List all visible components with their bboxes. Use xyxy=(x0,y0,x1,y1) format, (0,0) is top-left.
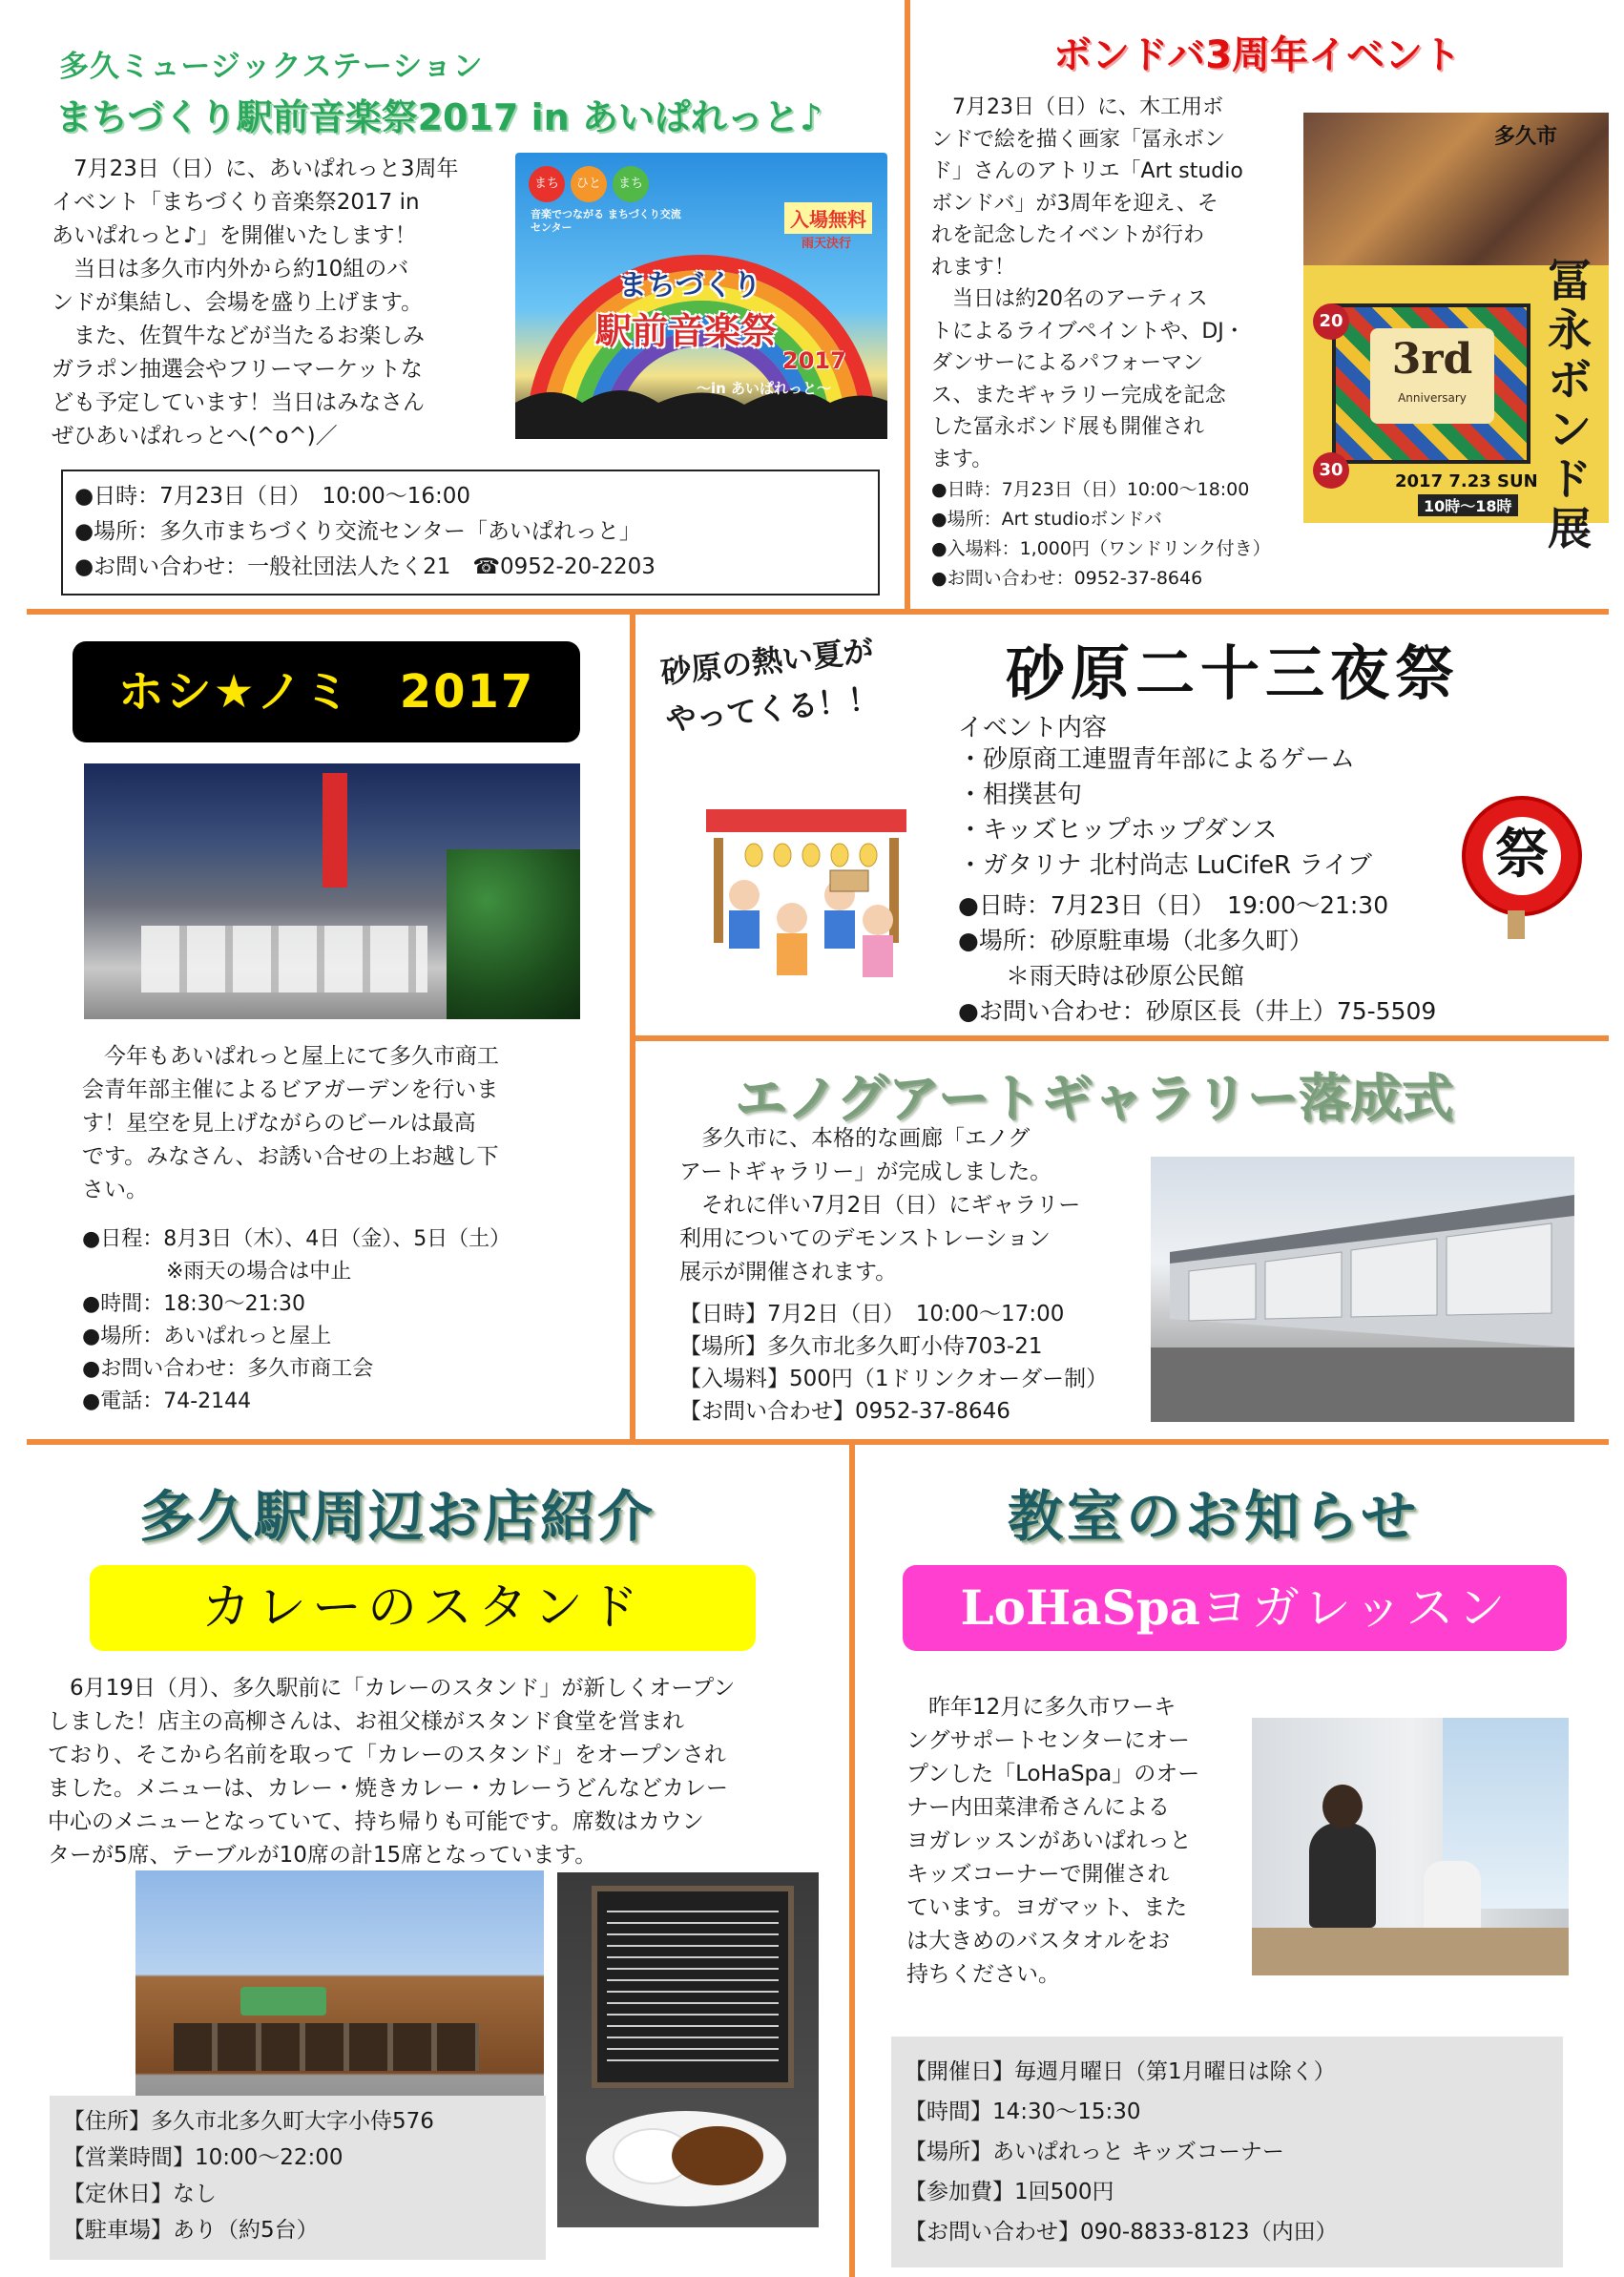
class-name-a: LoHaSpa xyxy=(960,1579,1201,1636)
hoshinomi-photo-plants xyxy=(447,849,580,1019)
hoshinomi-title: ホシ★ノミ 2017 xyxy=(117,665,535,719)
hoshinomi-info xyxy=(82,1223,616,1418)
poster-tag-1: まち xyxy=(529,166,565,202)
hoshinomi-title-box xyxy=(73,641,580,742)
enog-info-fee: 【入場料】500円（1ドリンクオーダー制） xyxy=(679,1367,1109,1391)
divider-top-right xyxy=(905,609,1609,615)
music-title: まちづくり駅前音楽祭2017 in あいぱれっと♪ xyxy=(55,96,823,138)
yoga-photo xyxy=(1252,1718,1569,1975)
music-info-contact: ●お問い合わせ：一般社団法人たく21 ☎0952-20-2203 xyxy=(74,554,656,579)
yoga-person-1-head xyxy=(1322,1785,1363,1828)
shop-info-hours: 【営業時間】10:00～22:00 xyxy=(63,2145,344,2170)
curry-plate xyxy=(586,2111,786,2206)
sawara-info-contact: ●お問い合わせ：砂原区長（井上）75-5509 xyxy=(958,997,1437,1025)
enog-info-place: 【場所】多久市北多久町小侍703-21 xyxy=(679,1334,1043,1359)
sawara-event-1: ・砂原商工連盟青年部によるゲーム xyxy=(958,745,1356,774)
hoshinomi-info-time: ●時間：18:30～21:30 xyxy=(82,1292,305,1316)
divider-v3 xyxy=(849,1445,855,2277)
festival-fan xyxy=(1462,796,1582,916)
fan-character: 祭 xyxy=(1495,824,1549,886)
bondoba-info-place: ●場所：Art studioボンドバ xyxy=(931,509,1162,530)
enog-body: 多久市に、本格的な画廊「エノグ アートギャラリー」が完成しました。 それに伴い7月2日（日）にギャラリー 利用についてのデモンストレーション 展示が開催されます。 xyxy=(679,1126,1081,1285)
sawara-event-2: ・相撲甚句 xyxy=(958,781,1083,809)
gallery-building xyxy=(1151,1157,1574,1422)
poster-tag-2: ひと xyxy=(571,166,607,202)
shop-photo-storefront xyxy=(135,1870,544,2130)
sawara-title: 砂原二十三夜祭 xyxy=(1006,638,1461,708)
poster-tag-3: まち xyxy=(613,166,649,202)
hoshinomi-body: 今年もあいぱれっと屋上にて多久市商工 会青年部主催によるビアガーデンを行いま す！星空を見上げながらのビールは最高 です。みなさん、お誘い合せの上お越し下 さい。 xyxy=(82,1044,499,1202)
bondoba-poster-header: 多久市 xyxy=(1494,125,1558,149)
class-name-box xyxy=(903,1565,1567,1651)
divider-top xyxy=(27,609,905,615)
enog-info-date: 【日時】7月2日（日） 10:00～17:00 xyxy=(679,1302,1065,1327)
class-info-place: 【場所】あいぱれっと キッズコーナー xyxy=(905,2140,1284,2164)
bondoba-poster-date: 2017 7.23 SUN xyxy=(1395,471,1538,491)
music-poster xyxy=(515,153,887,439)
poster-badge: 入場無料 xyxy=(784,202,872,234)
divider-v1 xyxy=(905,0,910,609)
bondoba-title: ボンドバ3周年イベント xyxy=(1053,33,1462,77)
bondoba-anniv-text: 3rd xyxy=(1391,335,1473,384)
class-name-b: ヨガレッスン xyxy=(1200,1580,1509,1636)
enog-gallery-photo xyxy=(1151,1157,1574,1422)
shop-info-address: 【住所】多久市北多久町大字小侍576 xyxy=(63,2109,434,2134)
poster-year: 2017 xyxy=(782,347,846,374)
shops-title: 多久駅周辺お店紹介 xyxy=(139,1484,656,1549)
class-info-box xyxy=(891,2037,1563,2267)
divider-mid-right xyxy=(635,1035,1609,1041)
bondoba-badge-30: 30 xyxy=(1313,452,1349,489)
music-info-place: ●場所：多久市まちづくり交流センター「あいぱれっと」 xyxy=(74,519,641,544)
shop-name: カレーのスタンド xyxy=(200,1579,644,1637)
class-info-fee: 【参加費】1回500円 xyxy=(905,2180,1114,2204)
music-subtitle: 多久ミュージックステーション xyxy=(59,50,484,84)
classes-title: 教室のお知らせ xyxy=(1008,1484,1421,1549)
storefront-window xyxy=(174,2023,479,2071)
bondoba-anniv xyxy=(1370,328,1494,424)
music-body: 7月23日（日）に、あいぱれっと3周年 イベント「まちづくり音楽祭2017 in あいぱれっと♪」を開催いたします！ 当日は多久市内外から約10組のバ ンドが集結し、会場を盛り上げます。 また、佐賀牛などが当たるお楽しみ ガラポン抽選会やフリーマーケットな ども予定しています！当日はみなさん ぜひあいぱれっとへ(^o^)／ xyxy=(52,157,459,449)
class-info-day: 【開催日】毎週月曜日（第1月曜日は除く） xyxy=(905,2059,1336,2084)
bondoba-badge-20: 20 xyxy=(1313,303,1349,340)
enog-info xyxy=(679,1298,1156,1428)
bondoba-info-fee: ●入場料：1,000円（ワンドリンク付き） xyxy=(931,538,1271,559)
shop-name-box xyxy=(90,1565,756,1651)
sawara-info-rain: ＊雨天時は砂原公民館 xyxy=(958,962,1245,990)
sawara-events xyxy=(958,742,1492,884)
class-info-time: 【時間】14:30～15:30 xyxy=(905,2099,1141,2124)
bondoba-info-contact: ●お問い合わせ：0952-37-8646 xyxy=(931,568,1203,589)
hoshinomi-photo-table xyxy=(141,926,427,992)
yoga-person-2 xyxy=(1424,1861,1481,1937)
yoga-floor xyxy=(1252,1928,1569,1975)
hoshinomi-info-contact: ●お問い合わせ：多久市商工会 xyxy=(82,1357,374,1381)
shop-info-box xyxy=(50,2096,546,2260)
hoshinomi-info-rain: ※雨天の場合は中止 xyxy=(82,1260,352,1284)
poster-sub: ～in あいぱれっと～ xyxy=(697,380,832,397)
sawara-catch: 砂原の熱い夏が やってくる！！ xyxy=(658,632,881,739)
bondoba-info-date: ●日時：7月23日（日）10:00～18:00 xyxy=(931,479,1250,500)
class-info-contact: 【お問い合わせ】090-8833-8123（内田） xyxy=(905,2220,1338,2245)
poster-tagline: 音楽でつながる まちづくり交流 センター xyxy=(531,208,681,234)
curry-roux xyxy=(672,2126,763,2185)
sawara-info-date: ●日時：7月23日（日） 19:00～21:30 xyxy=(958,891,1389,919)
enog-title: エノグアートギャラリー落成式 xyxy=(735,1068,1453,1128)
hoshinomi-info-phone: ●電話：74-2144 xyxy=(82,1389,252,1413)
bondoba-poster-time: 10時～18時 xyxy=(1418,494,1518,516)
festival-stall-illustration xyxy=(687,804,926,994)
poster-badge-sub: 雨天決行 xyxy=(802,237,852,251)
bondoba-poster-photo xyxy=(1303,113,1609,265)
divider-bottom xyxy=(27,1439,1609,1445)
class-body: 昨年12月に多久市ワーキ ングサポートセンターにオー プンした「LoHaSpa」のオー ナー内田菜津希さんによる ヨガレッスンがあいぱれっと キッズコーナーで開催され ています。ヨガマット、また は大きめのバスタオルをお 持ちください。 xyxy=(906,1695,1200,1987)
poster-line1: まちづくり xyxy=(618,269,761,303)
sawara-event-4: ・ガタリナ 北村尚志 LuCifeR ライブ xyxy=(958,851,1372,880)
menu-board-lines xyxy=(607,1901,779,2063)
shop-info-parking: 【駐車場】あり（約5台） xyxy=(63,2218,319,2243)
hoshinomi-photo-banner xyxy=(323,773,347,888)
bondoba-poster xyxy=(1303,113,1609,554)
shop-body: 6月19日（月）、多久駅前に「カレーのスタンド」が新しくオープン しました！店主の高柳さんは、お祖父様がスタンド食堂を営まれ ており、そこから名前を取って「カレーのスタンド」をオープンされ ました。メニューは、カレー・焼きカレー・カレーうどんなどカレー 中心のメニューとなっていて、持ち帰りも可能です。席数はカウン ターが5席、テーブルが10席の計15席となっています。 xyxy=(48,1676,736,1868)
menu-board xyxy=(592,1886,794,2088)
bondoba-body: 7月23日（日）に、木工用ボ ンドで絵を描く画家「冨永ボン ド」さんのアトリエ「Art studio ボンドバ」が3周年を迎え、そ れを記念したイベントが行わ れます！ 当日は約20名のアーティス トによるライブペイントや、DJ・ ダンサーによるパフォーマン ス、またギャラリー完成を記念 した冨永ボンド展も開催され ます。 xyxy=(931,95,1245,471)
poster-line2: 駅前音楽祭 xyxy=(595,310,778,352)
storefront-sign xyxy=(240,1987,326,2016)
hoshinomi-info-place: ●場所：あいぱれっと屋上 xyxy=(82,1325,332,1348)
bondoba-poster-name: 冨永ボンド展 xyxy=(1548,255,1592,554)
yoga-person-1 xyxy=(1309,1823,1376,1928)
enog-info-contact: 【お問い合わせ】0952-37-8646 xyxy=(679,1399,1010,1424)
bondoba-anniv-sub: Anniversary xyxy=(1398,391,1467,405)
bondoba-info xyxy=(931,475,1294,594)
sawara-info-place: ●場所：砂原駐車場（北多久町） xyxy=(958,927,1313,954)
hoshinomi-info-date: ●日程：8月3日（木）、4日（金）、5日（土） xyxy=(82,1227,511,1251)
music-info-date: ●日時：7月23日（日） 10:00～16:00 xyxy=(74,484,471,509)
hoshinomi-photo xyxy=(84,763,580,1019)
fan-handle xyxy=(1508,910,1525,939)
divider-v2 xyxy=(630,615,635,1439)
shop-photo-curry xyxy=(557,1872,819,2227)
shop-info-closed: 【定休日】なし xyxy=(63,2182,217,2206)
sawara-event-3: ・キッズヒップホップダンス xyxy=(958,816,1278,845)
sawara-events-label: イベント内容 xyxy=(958,714,1108,742)
music-info-box xyxy=(61,470,880,595)
